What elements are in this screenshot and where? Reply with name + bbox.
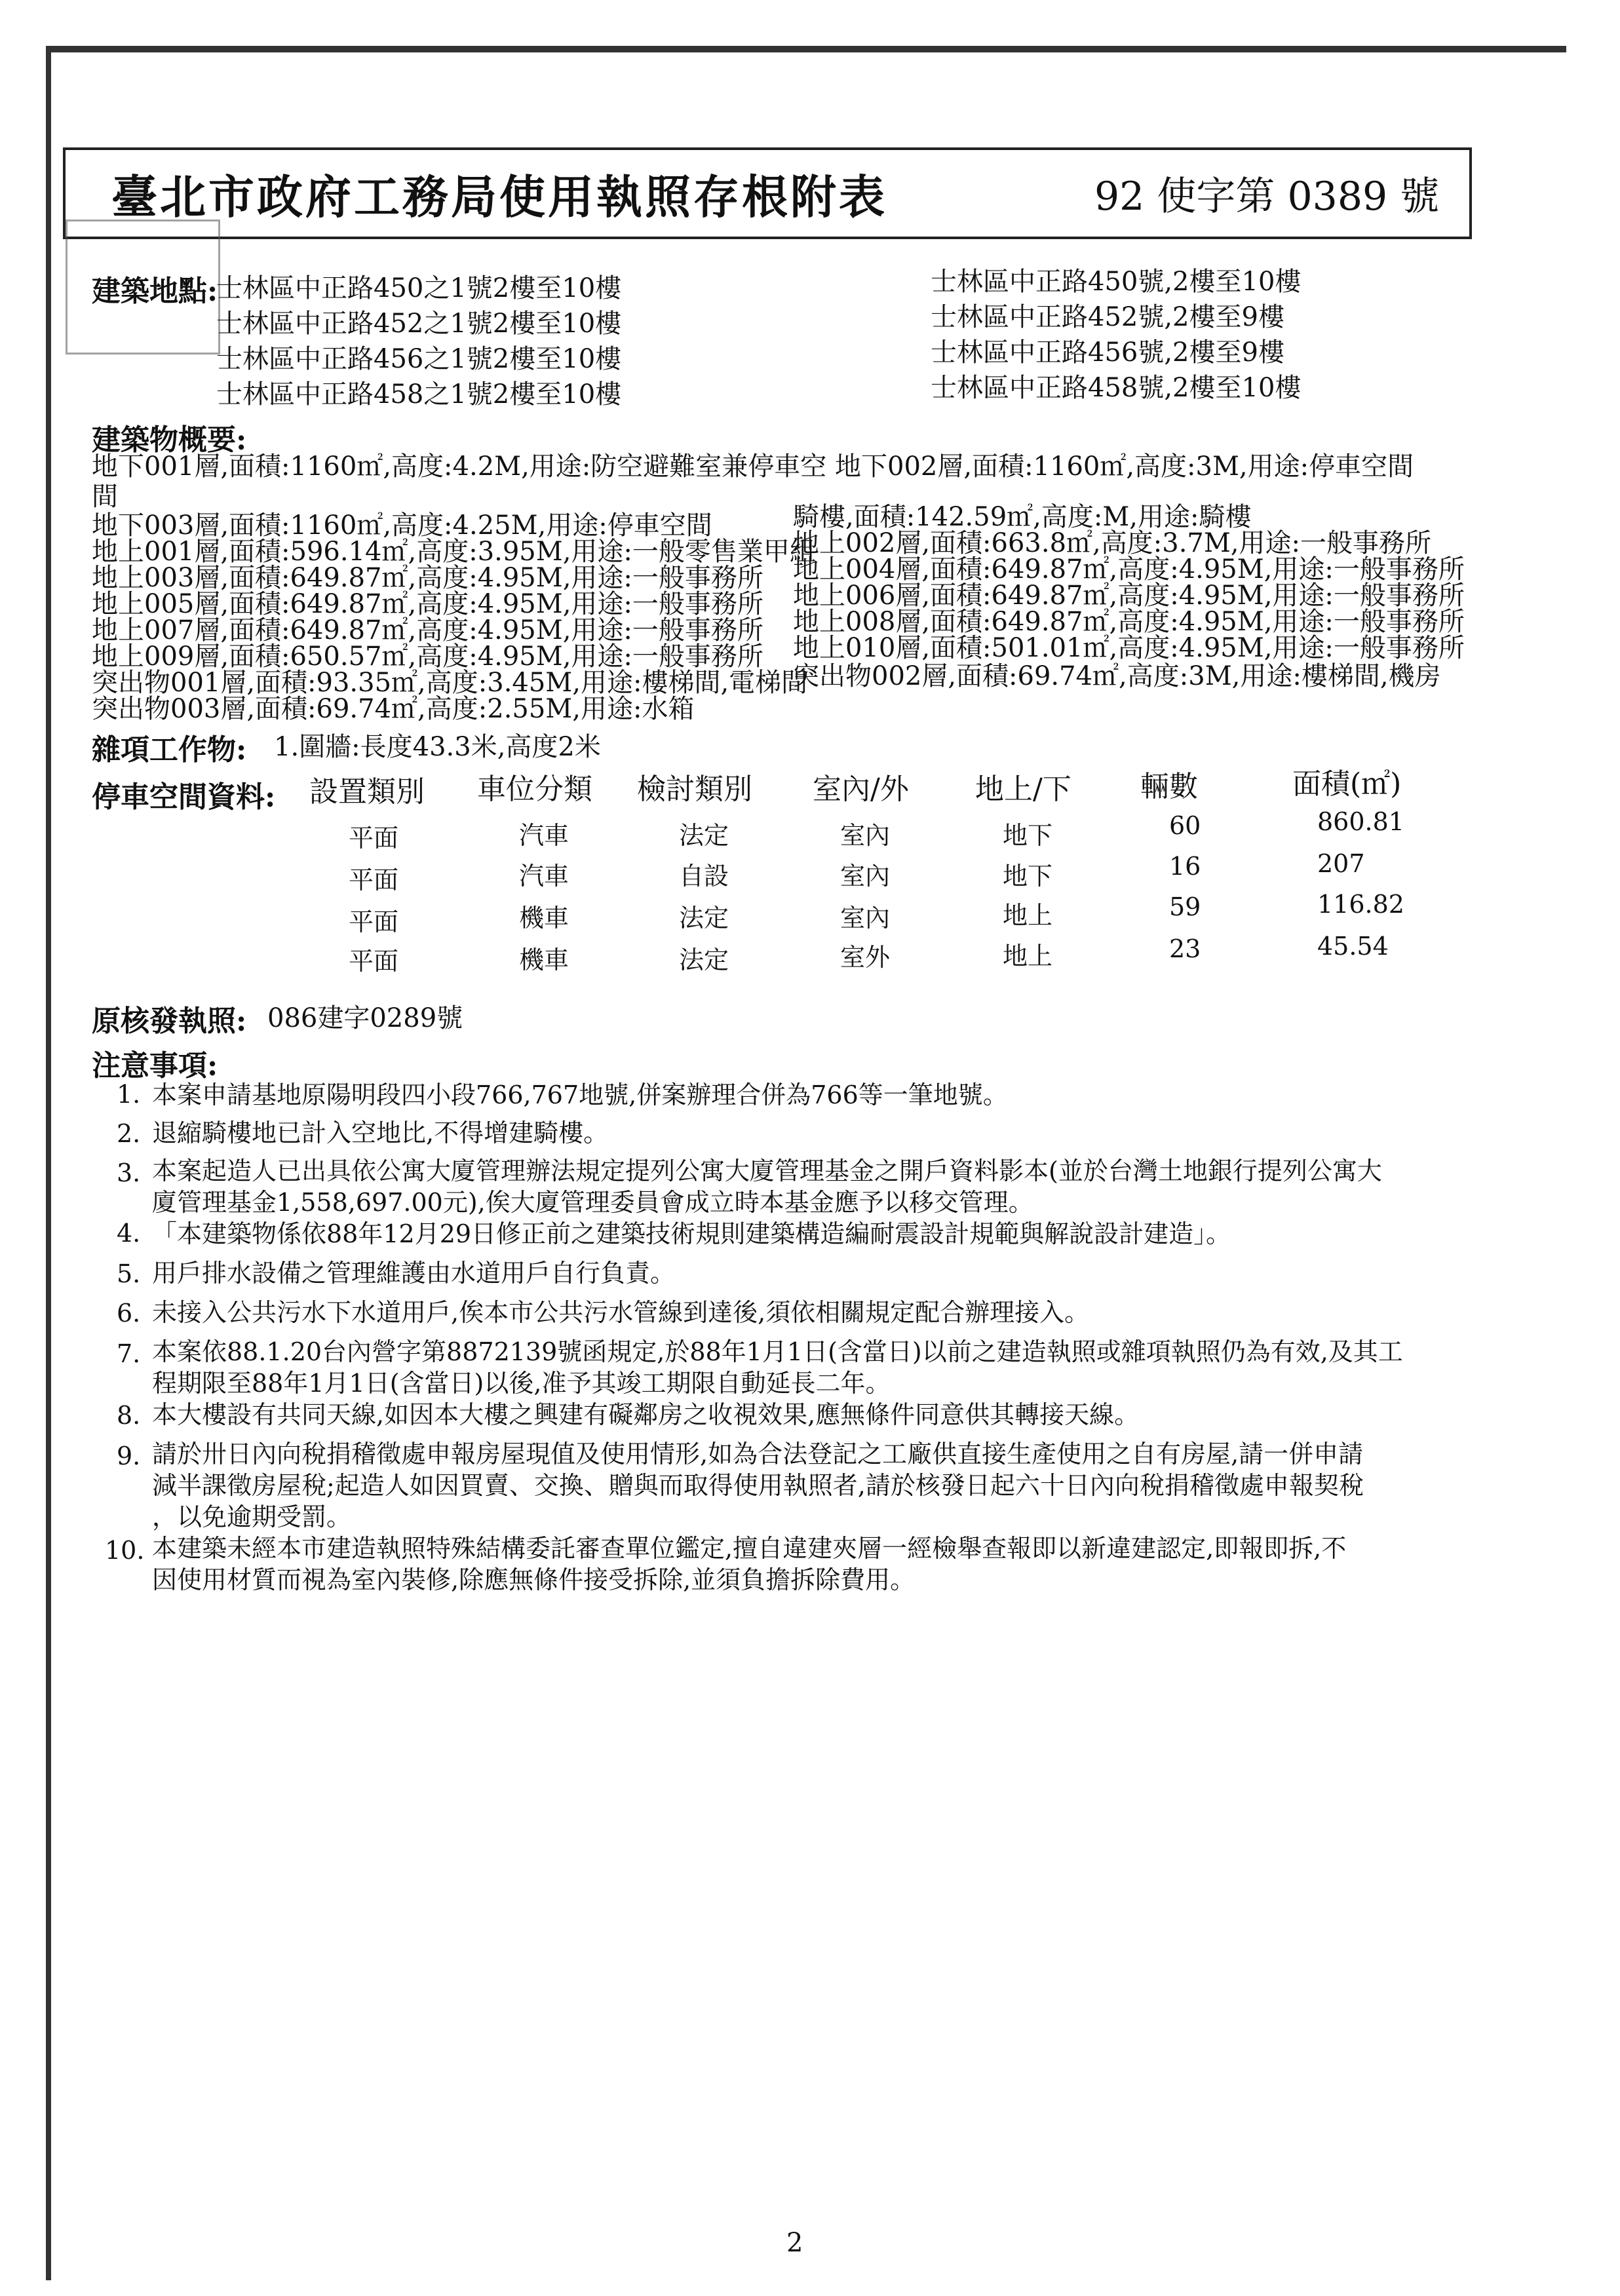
parking-r3-indoor: 室內 [840, 904, 891, 932]
address-right-2: 士林區中正路452號,2樓至9樓 [931, 302, 1284, 332]
notes-label: 注意事項: [92, 1049, 218, 1082]
overview-right-4: 地上006層,面積:649.87㎡,高度:4.95M,用途:一般事務所 [793, 581, 1465, 611]
page-number: 2 [786, 2228, 803, 2258]
address-right-3: 士林區中正路456號,2樓至9樓 [931, 337, 1284, 368]
address-right-4: 士林區中正路458號,2樓至10樓 [931, 373, 1302, 403]
overview-right-3: 地上004層,面積:649.87㎡,高度:4.95M,用途:一般事務所 [793, 554, 1465, 584]
parking-header-indoor: 室內/外 [813, 773, 909, 806]
parking-r1-type: 平面 [349, 824, 399, 852]
parking-r4-indoor: 室外 [840, 943, 891, 972]
parking-r4-class: 機車 [519, 946, 569, 974]
overview-left-4: 地上005層,面積:649.87㎡,高度:4.95M,用途:一般事務所 [92, 589, 763, 619]
parking-header-type: 設置類別 [309, 775, 425, 809]
overview-left-1: 地下003層,面積:1160㎡,高度:4.25M,用途:停車空間 [92, 510, 712, 541]
overview-label: 建築物概要: [92, 423, 247, 457]
parking-r3-level: 地上 [1003, 901, 1053, 930]
address-left-1: 士林區中正路450之1號2樓至10樓 [216, 273, 622, 303]
overview-left-6: 地上009層,面積:650.57㎡,高度:4.95M,用途:一般事務所 [92, 641, 763, 672]
parking-r2-type: 平面 [349, 866, 399, 894]
address-label: 建築地點: [92, 275, 218, 308]
note-10-line-1: 本建築未經本市建造執照特殊結構委託審查單位鑑定,擅自違建夾層一經檢舉查報即以新違建認定,即報即拆,不 [152, 1534, 1347, 1563]
parking-r3-type: 平面 [349, 908, 399, 936]
parking-r4-type: 平面 [349, 947, 399, 976]
overview-line-1: 地下001層,面積:1160㎡,高度:4.2M,用途:防空避難室兼停車空 地下002層,面積:1160㎡,高度:3M,用途:停車空間 [92, 451, 1414, 482]
parking-r3-class: 機車 [519, 904, 569, 932]
parking-r2-class: 汽車 [519, 862, 569, 890]
note-3-num: 3. [117, 1158, 141, 1187]
note-5-num: 5. [117, 1259, 141, 1288]
original-permit-label: 原核發執照: [92, 1004, 247, 1038]
overview-right-2: 地上002層,面積:663.8㎡,高度:3.7M,用途:一般事務所 [793, 528, 1432, 558]
overview-left-8: 突出物003層,面積:69.74㎡,高度:2.55M,用途:水箱 [92, 694, 695, 724]
note-9-line-1: 請於卅日內向稅捐稽徵處申報房屋現值及使用情形,如為合法登記之工廠供直接生產使用之自有房屋,請一併申請 [152, 1440, 1364, 1468]
parking-r3-review: 法定 [679, 904, 729, 932]
note-6-num: 6. [117, 1299, 141, 1328]
note-9-num: 9. [117, 1442, 141, 1470]
permit-number: 92 使字第 0389 號 [1094, 174, 1440, 220]
parking-header-class: 車位分類 [477, 773, 592, 806]
note-3-line-1: 本案起造人已出具依公寓大廈管理辦法規定提列公寓大廈管理基金之開戶資料影本(並於台灣土地銀行提列公寓大 [152, 1157, 1382, 1185]
parking-r3-area: 116.82 [1317, 890, 1404, 919]
address-left-2: 士林區中正路452之1號2樓至10樓 [216, 309, 622, 339]
note-4-num: 4. [117, 1219, 141, 1248]
overview-right-1: 騎樓,面積:142.59㎡,高度:M,用途:騎樓 [793, 502, 1252, 532]
note-9-line-2: 減半課徵房屋稅;起造人如因買賣、交換、贈與而取得使用執照者,請於核發日起六十日內向稅捐稽徵處申報契稅 [152, 1471, 1364, 1500]
parking-r2-review: 自設 [679, 862, 729, 890]
parking-r1-review: 法定 [679, 821, 729, 850]
note-7-num: 7. [117, 1339, 141, 1368]
note-9-line-3: ，以免逾期受罰。 [152, 1502, 352, 1531]
note-8-line-1: 本大樓設有共同天線,如因本大樓之興建有礙鄰房之收視效果,應無條件同意供其轉接天線。 [152, 1400, 1140, 1429]
note-3-line-2: 廈管理基金1,558,697.00元),俟大廈管理委員會成立時本基金應予以移交管理。 [152, 1188, 1033, 1217]
scan-left-border [46, 46, 51, 2280]
parking-r1-class: 汽車 [519, 821, 569, 850]
address-right-1: 士林區中正路450號,2樓至10樓 [931, 267, 1302, 297]
address-left-3: 士林區中正路456之1號2樓至10樓 [216, 344, 622, 374]
parking-r4-count: 23 [1169, 934, 1201, 963]
note-8-num: 8. [117, 1401, 141, 1430]
parking-header-review: 檢討類別 [637, 773, 752, 806]
note-2-num: 2. [117, 1119, 141, 1148]
parking-r2-area: 207 [1317, 849, 1365, 878]
parking-r4-area: 45.54 [1317, 932, 1389, 961]
parking-header-level: 地上/下 [975, 773, 1071, 806]
note-1-num: 1. [117, 1080, 141, 1109]
parking-label: 停車空間資料: [92, 780, 276, 814]
parking-r2-count: 16 [1169, 852, 1201, 881]
parking-r1-indoor: 室內 [840, 821, 891, 850]
overview-right-6: 地上010層,面積:501.01㎡,高度:4.95M,用途:一般事務所 [793, 633, 1465, 663]
overview-left-2: 地上001層,面積:596.14㎡,高度:3.95M,用途:一般零售業甲組 [92, 537, 816, 567]
note-1-line-1: 本案申請基地原陽明段四小段766,767地號,併案辦理合併為766等一筆地號。 [152, 1081, 1008, 1109]
note-4-line-1: 「本建築物係依88年12月29日修正前之建築技術規則建築構造編耐震設計規範與解說設計建造」。 [152, 1219, 1231, 1248]
scan-top-border [46, 46, 1566, 52]
overview-left-7: 突出物001層,面積:93.35㎡,高度:3.45M,用途:樓梯間,電梯間 [92, 668, 808, 698]
parking-r3-count: 59 [1169, 892, 1201, 921]
note-7-line-1: 本案依88.1.20台內營字第8872139號函規定,於88年1月1日(含當日)以前之建造執照或雜項執照仍為有效,及其工 [152, 1337, 1403, 1366]
note-7-line-2: 程期限至88年1月1日(含當日)以後,准予其竣工期限自動延長二年。 [152, 1369, 891, 1398]
parking-r2-indoor: 室內 [840, 862, 891, 890]
parking-r1-level: 地下 [1003, 821, 1053, 850]
parking-r2-level: 地下 [1003, 862, 1053, 890]
parking-r1-area: 860.81 [1317, 807, 1404, 836]
overview-line-1-wrap: 間 [92, 482, 118, 512]
note-6-line-1: 未接入公共污水下水道用戶,俟本市公共污水管線到達後,須依相關規定配合辦理接入。 [152, 1298, 1090, 1327]
original-permit-value: 086建字0289號 [267, 1003, 463, 1033]
overview-left-5: 地上007層,面積:649.87㎡,高度:4.95M,用途:一般事務所 [92, 615, 763, 645]
parking-r1-count: 60 [1169, 811, 1201, 840]
parking-header-area: 面積(㎡) [1292, 767, 1402, 801]
note-10-num: 10. [105, 1536, 145, 1565]
address-left-4: 士林區中正路458之1號2樓至10樓 [216, 379, 622, 410]
misc-label: 雜項工作物: [92, 733, 247, 767]
overview-left-3: 地上003層,面積:649.87㎡,高度:4.95M,用途:一般事務所 [92, 563, 763, 593]
page-title: 臺北市政府工務局使用執照存根附表 [111, 170, 887, 224]
overview-right-7: 突出物002層,面積:69.74㎡,高度:3M,用途:樓梯間,機房 [793, 661, 1441, 691]
parking-r4-level: 地上 [1003, 942, 1053, 970]
note-10-line-2: 因使用材質而視為室內裝修,除應無條件接受拆除,並須負擔拆除費用。 [152, 1565, 916, 1594]
note-5-line-1: 用戶排水設備之管理維護由水道用戶自行負責。 [152, 1259, 676, 1288]
parking-r4-review: 法定 [679, 946, 729, 974]
note-2-line-1: 退縮騎樓地已計入空地比,不得增建騎樓。 [152, 1119, 609, 1147]
parking-header-count: 輛數 [1140, 770, 1198, 803]
misc-value: 1.圍牆:長度43.3米,高度2米 [274, 732, 601, 762]
overview-right-5: 地上008層,面積:649.87㎡,高度:4.95M,用途:一般事務所 [793, 607, 1465, 637]
